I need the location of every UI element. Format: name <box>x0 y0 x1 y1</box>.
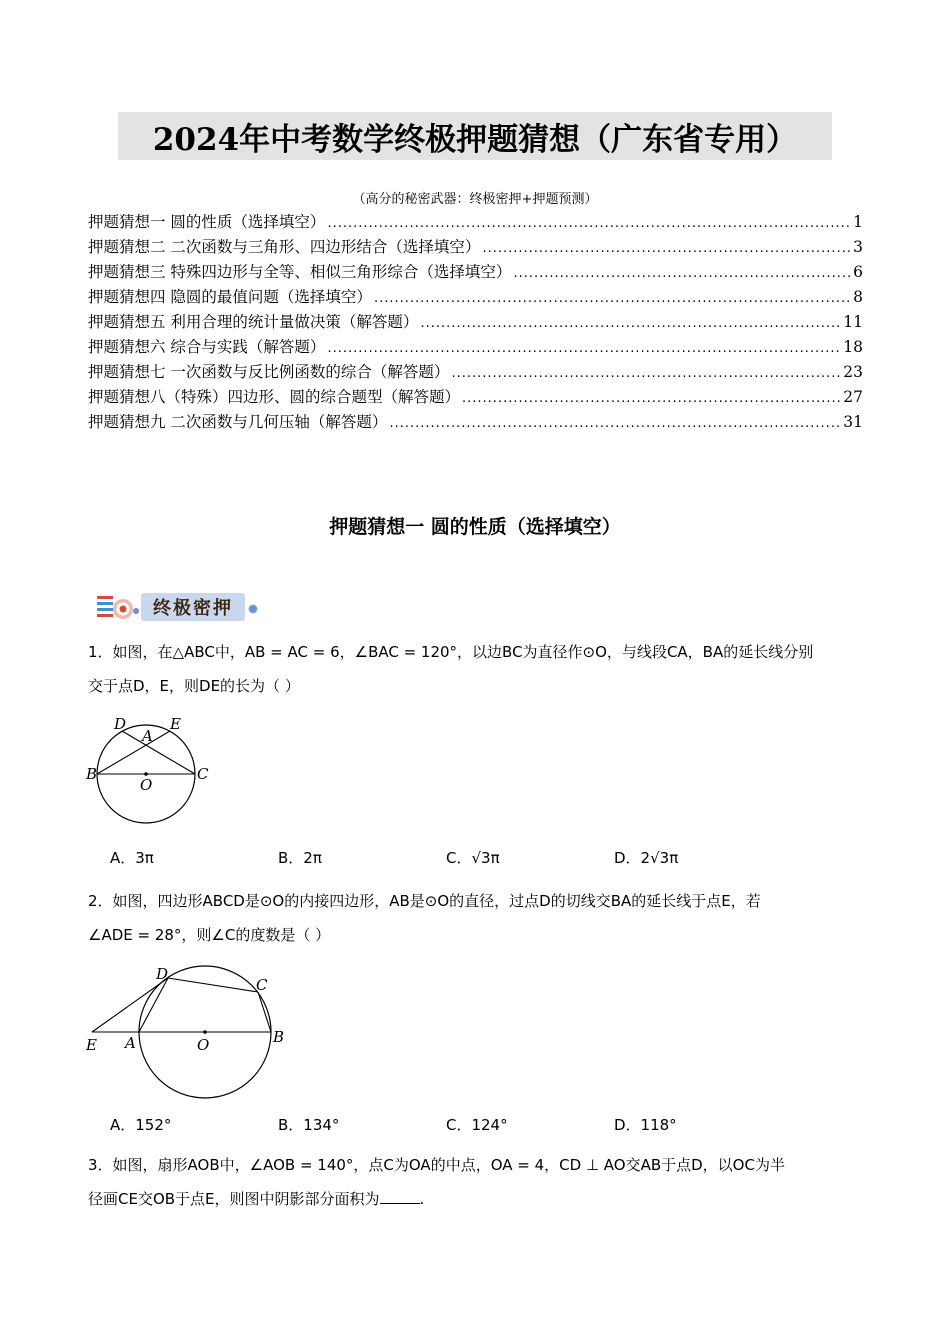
segment-ad <box>139 978 168 1032</box>
toc-entry-page: 11 <box>843 313 863 331</box>
toc-entry-page: 31 <box>843 413 863 431</box>
option-c[interactable]: C．√3π <box>446 849 500 867</box>
section-title: 押题猜想一 圆的性质（选择填空） <box>329 516 621 538</box>
question-1-line-2: 交于点D，E，则DE的长为（ ） <box>88 677 300 695</box>
question-1-figure <box>84 712 214 842</box>
segment-cb <box>258 992 271 1032</box>
toc-entry-label: 押题猜想五 利用合理的统计量做决策（解答题） <box>88 313 419 331</box>
toc-entry[interactable] <box>88 285 863 310</box>
question-2-figure <box>84 960 294 1100</box>
label-d: D <box>114 715 127 733</box>
label-e: E <box>86 1036 97 1054</box>
answer-blank[interactable] <box>380 1189 420 1204</box>
question-2-line-2: ∠ADE = 28°，则∠C的度数是（ ） <box>88 926 331 944</box>
option-d[interactable]: D．118° <box>614 1116 677 1134</box>
label-b: B <box>273 1028 285 1046</box>
toc-entry-label: 押题猜想一 圆的性质（选择填空） <box>88 213 326 231</box>
document-subtitle: （高分的秘密武器：终极密押+押题预测） <box>352 192 598 207</box>
segment-dc <box>168 978 258 992</box>
label-o: O <box>140 776 153 794</box>
toc-entry-page: 18 <box>843 338 863 356</box>
option-c[interactable]: C．124° <box>446 1116 508 1134</box>
label-b: B <box>86 765 98 783</box>
label-e: E <box>170 715 181 733</box>
toc-entry-page: 23 <box>843 363 863 381</box>
toc-entry-label: 押题猜想六 综合与实践（解答题） <box>88 338 326 356</box>
toc-entry-page: 1 <box>853 213 863 231</box>
question-3-line-2-text: 径画CE交OB于点E，则图中阴影部分面积为 <box>88 1190 380 1208</box>
option-b[interactable]: B．2π <box>278 849 322 867</box>
tangent-ed <box>92 978 168 1032</box>
question-3-line-1: 3．如图，扇形AOB中，∠AOB = 140°，点C为OA的中点，OA = 4，CD ⊥ AO交AB于点D，以OC为半 <box>88 1156 785 1174</box>
toc-entry[interactable] <box>88 260 863 285</box>
label-d: D <box>156 965 169 983</box>
question-2-options <box>110 1114 782 1135</box>
option-d[interactable]: D．2√3π <box>614 849 679 867</box>
toc-entry-label: 押题猜想八（特殊）四边形、圆的综合题型（解答题） <box>88 388 461 406</box>
toc-entry-label: 押题猜想四 隐圆的最值问题（选择填空） <box>88 288 372 306</box>
question-3-line-2-end: . <box>419 1190 425 1208</box>
toc-entry-page: 27 <box>843 388 863 406</box>
option-b[interactable]: B．134° <box>278 1116 340 1134</box>
question-1-options <box>110 847 782 868</box>
toc-entry[interactable] <box>88 385 863 410</box>
toc-entry[interactable] <box>88 360 863 385</box>
label-c: C <box>197 765 209 783</box>
label-a: A <box>142 727 153 745</box>
document-title: 2024年中考数学终极押题猜想（广东省专用） <box>118 112 832 160</box>
toc-entry-label: 押题猜想二 二次函数与三角形、四边形结合（选择填空） <box>88 238 481 256</box>
question-3-line-2 <box>88 1182 868 1216</box>
toc-entry-page: 8 <box>853 288 863 306</box>
label-o: O <box>197 1036 210 1054</box>
question-3 <box>88 1148 868 1216</box>
dot-icon <box>247 603 259 615</box>
question-1-line-1: 1．如图，在△ABC中，AB = AC = 6，∠BAC = 120°，以边BC为直径作⊙O，与线段CA，BA的延长线分别 <box>88 643 814 661</box>
option-a[interactable]: A．3π <box>110 849 154 867</box>
question-2-line-1: 2．如图，四边形ABCD是⊙O的内接四边形，AB是⊙O的直径，过点D的切线交BA的延长线于点E，若 <box>88 892 761 910</box>
toc-entry-label: 押题猜想七 一次函数与反比例函数的综合（解答题） <box>88 363 450 381</box>
toc-entry[interactable] <box>88 335 863 360</box>
option-a[interactable]: A．152° <box>110 1116 172 1134</box>
label-c: C <box>256 976 268 994</box>
toc-entry-page: 3 <box>853 238 863 256</box>
section-banner <box>95 591 260 625</box>
toc-entry[interactable] <box>88 310 863 335</box>
toc-entry-label: 押题猜想三 特殊四边形与全等、相似三角形综合（选择填空） <box>88 263 512 281</box>
toc-entry[interactable] <box>88 410 863 435</box>
question-1 <box>88 635 868 703</box>
banner-label: 终极密押 <box>141 593 245 621</box>
center-point <box>203 1030 207 1034</box>
table-of-contents <box>88 210 863 435</box>
toc-entry-label: 押题猜想九 二次函数与几何压轴（解答题） <box>88 413 388 431</box>
target-icon <box>95 591 145 625</box>
toc-entry[interactable] <box>88 210 863 235</box>
toc-entry[interactable] <box>88 235 863 260</box>
toc-entry-page: 6 <box>853 263 863 281</box>
question-2 <box>88 884 868 952</box>
label-a: A <box>125 1034 136 1052</box>
